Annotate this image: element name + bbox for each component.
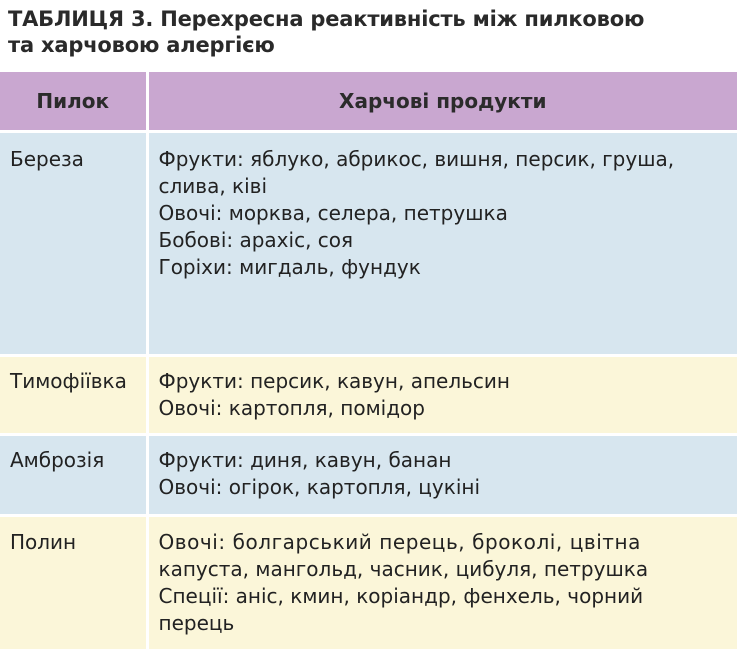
food-line: перець xyxy=(158,611,235,635)
foods-cell xyxy=(147,356,737,435)
food-line: Овочі: огірок, картопля, цукіні xyxy=(158,475,481,499)
table-row xyxy=(0,435,737,516)
pollen-cell: Амброзія xyxy=(0,435,147,516)
header-foods: Харчові продукти xyxy=(147,72,737,132)
food-line: Овочі: болгарський перець, броколі, цвітна xyxy=(158,530,641,554)
cross-reactivity-table xyxy=(0,72,737,652)
table-caption xyxy=(8,6,737,58)
caption-line-2: та харчовою алергією xyxy=(8,33,275,57)
foods-cell xyxy=(147,435,737,516)
pollen-cell: Полин xyxy=(0,516,147,651)
food-line: Фрукти: диня, кавун, банан xyxy=(158,448,452,472)
header-pollen: Пилок xyxy=(0,72,147,132)
table-header-row xyxy=(0,72,737,132)
food-line: Горіхи: мигдаль, фундук xyxy=(158,255,421,279)
pollen-cell: Береза xyxy=(0,132,147,356)
food-line: Овочі: картопля, помідор xyxy=(158,396,425,420)
foods-cell xyxy=(147,516,737,651)
table-row xyxy=(0,132,737,356)
caption-line-1: ТАБЛИЦЯ 3. Перехресна реактивність між пилковою xyxy=(8,7,645,31)
food-line: капуста, мангольд, часник, цибуля, петрушка xyxy=(158,557,649,581)
food-line: Фрукти: персик, кавун, апельсин xyxy=(158,369,510,393)
food-line: Бобові: арахіс, соя xyxy=(158,228,354,252)
table-row xyxy=(0,356,737,435)
food-line: Спеції: аніс, кмин, коріандр, фенхель, чорний xyxy=(158,584,644,608)
food-line: слива, ківі xyxy=(158,174,268,198)
table-row xyxy=(0,516,737,651)
food-line: Овочі: морква, селера, петрушка xyxy=(158,201,508,225)
pollen-cell: Тимофіївка xyxy=(0,356,147,435)
food-line: Фрукти: яблуко, абрикос, вишня, персик, груша, xyxy=(158,147,675,171)
foods-cell xyxy=(147,132,737,356)
